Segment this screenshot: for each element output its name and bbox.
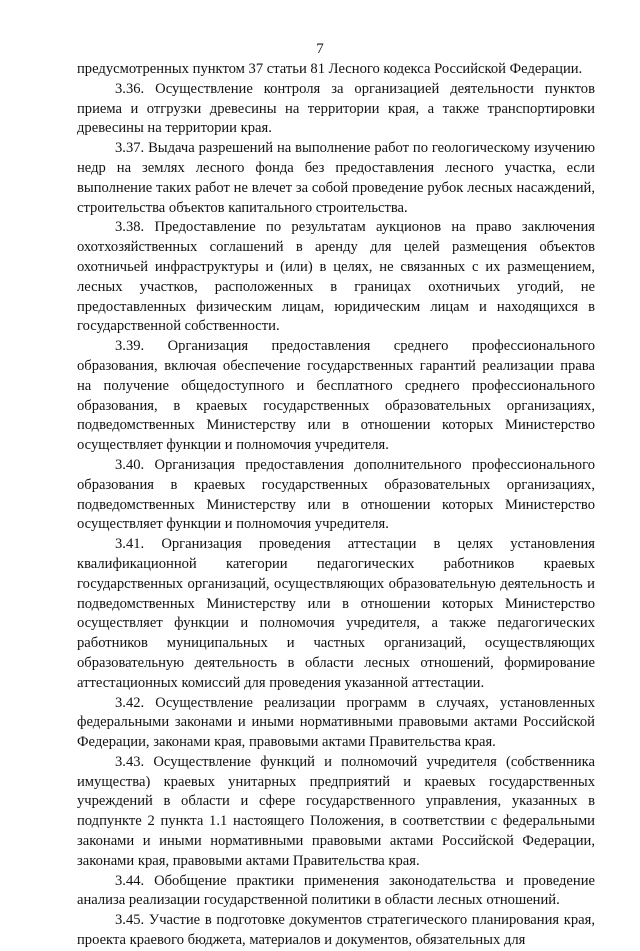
paragraph-3-41: 3.41. Организация проведения аттестации в целях установления квалификационной категории педагогических работников краевых государственных организаций, осуществляющих образовательную деятельность и подведомственных Министерству или в отношении которых Министерство осуществляет функции и полномочия учредителя, а также педагогических работников муниципальных и частных организаций, осуществляющих образовательную деятельность в области лесных отношений, формирование аттестационных комиссий для проведения указанной аттестации.	[77, 536, 595, 691]
paragraph-3-42: 3.42. Осуществление реализации программ в случаях, установленных федеральными законами и иными нормативными правовыми актами Российской Федерации, законами края, правовыми актами Правительства края.	[77, 694, 595, 751]
paragraph-3-40: 3.40. Организация предоставления дополнительного профессионального образования в краевых государственных образовательных организациях, подведомственных Министерству или в отношении которых Министерство осуществляет функции и полномочия учредителя.	[77, 456, 595, 533]
paragraph-3-39: 3.39. Организация предоставления среднего профессионального образования, включая обеспечение государственных гарантий реализации права на получение общедоступного и бесплатного среднего профессионального образования, в краевых государственных образовательных организациях, подведомственных Министерству или в отношении которых Министерство осуществляет функции и полномочия учредителя.	[77, 338, 595, 454]
paragraph-3-38: 3.38. Предоставление по результатам аукционов на право заключения охотхозяйственных соглашений в аренду для целей размещения объектов охотничьей инфраструктуры и (или) в целях, не связанных с их размещением, лесных участков, расположенных в границах охотничьих угодий, не предоставленных физическим лицам, юридическим лицам и находящихся в государственной собственности.	[77, 219, 595, 335]
document-body	[77, 60, 595, 951]
page-number: 7	[316, 41, 324, 57]
paragraph-3-45: 3.45. Участие в подготовке документов стратегического планирования края, проекта краевого бюджета, материалов и документов, обязательных для	[77, 912, 595, 949]
paragraph-3-43: 3.43. Осуществление функций и полномочий учредителя (собственника имущества) краевых унитарных предприятий и краевых государственных учреждений в области и сфере государственного управления, указанных в подпункте 2 пункта 1.1 настоящего Положения, в соответствии с федеральными законами и иными нормативными правовыми актами Российской Федерации, законами края, правовыми актами Правительства края.	[77, 753, 595, 869]
paragraph-3-44: 3.44. Обобщение практики применения законодательства и проведение анализа реализации государственной политики в области лесных отношений.	[77, 872, 595, 909]
paragraph-continuation: предусмотренных пунктом 37 статьи 81 Лесного кодекса Российской Федерации.	[77, 61, 583, 77]
paragraph-3-37: 3.37. Выдача разрешений на выполнение работ по геологическому изучению недр на землях лесного фонда без предоставления лесного участка, если выполнение таких работ не влечет за собой проведение рубок лесных насаждений, строительства объектов капитального строительства.	[77, 140, 595, 216]
paragraph-3-36: 3.36. Осуществление контроля за организацией деятельности пунктов приема и отгрузки древесины на территории края, а также транспортировки древесины на территории края.	[77, 80, 595, 137]
